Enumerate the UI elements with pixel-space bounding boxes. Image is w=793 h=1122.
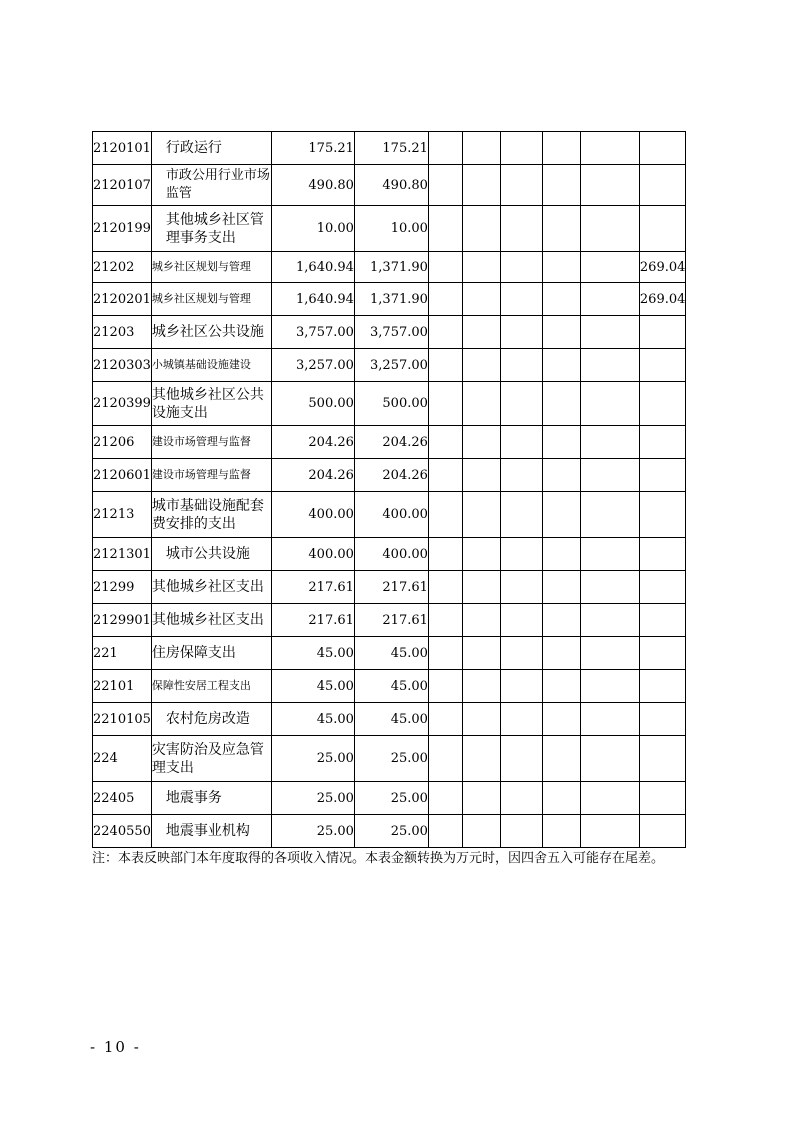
row-col1: 400.00 <box>354 538 428 571</box>
row-col1: 1,371.90 <box>354 283 428 316</box>
row-last <box>639 815 686 848</box>
row-last <box>639 316 686 349</box>
empty-cell <box>542 782 580 815</box>
table-row <box>93 736 686 782</box>
table-row <box>93 426 686 459</box>
table-row <box>93 382 686 426</box>
empty-cell <box>462 316 500 349</box>
empty-cell <box>542 382 580 426</box>
empty-cell <box>462 604 500 637</box>
row-total: 490.80 <box>271 165 354 206</box>
page-number: - 10 - <box>90 1038 141 1056</box>
empty-cell <box>500 571 542 604</box>
row-last <box>639 206 686 252</box>
row-name: 其他城乡社区支出 <box>151 571 271 604</box>
empty-cell <box>580 782 639 815</box>
empty-cell <box>428 316 462 349</box>
empty-cell <box>542 703 580 736</box>
empty-cell <box>500 703 542 736</box>
empty-cell <box>500 604 542 637</box>
row-name: 行政运行 <box>151 132 271 165</box>
empty-cell <box>580 165 639 206</box>
row-last <box>639 736 686 782</box>
row-last: 269.04 <box>639 252 686 283</box>
empty-cell <box>500 316 542 349</box>
row-col1: 25.00 <box>354 782 428 815</box>
empty-cell <box>580 349 639 382</box>
empty-cell <box>428 670 462 703</box>
row-total: 45.00 <box>271 670 354 703</box>
row-name: 保障性安居工程支出 <box>151 670 271 703</box>
table-row <box>93 165 686 206</box>
empty-cell <box>500 736 542 782</box>
row-total: 3,257.00 <box>271 349 354 382</box>
row-code: 21213 <box>93 492 152 538</box>
empty-cell <box>542 538 580 571</box>
row-last <box>639 637 686 670</box>
empty-cell <box>580 206 639 252</box>
row-code: 2120199 <box>93 206 152 252</box>
empty-cell <box>542 316 580 349</box>
row-last: 269.04 <box>639 283 686 316</box>
empty-cell <box>542 165 580 206</box>
row-total: 1,640.94 <box>271 252 354 283</box>
table-row <box>93 132 686 165</box>
empty-cell <box>542 604 580 637</box>
empty-cell <box>500 165 542 206</box>
empty-cell <box>542 426 580 459</box>
row-last <box>639 604 686 637</box>
empty-cell <box>500 459 542 492</box>
row-total: 45.00 <box>271 637 354 670</box>
row-code: 21203 <box>93 316 152 349</box>
row-total: 204.26 <box>271 459 354 492</box>
empty-cell <box>428 132 462 165</box>
row-name: 建设市场管理与监督 <box>151 426 271 459</box>
row-col1: 217.61 <box>354 571 428 604</box>
empty-cell <box>500 637 542 670</box>
empty-cell <box>428 782 462 815</box>
empty-cell <box>428 571 462 604</box>
empty-cell <box>500 492 542 538</box>
row-last <box>639 349 686 382</box>
empty-cell <box>428 426 462 459</box>
row-name: 城乡社区公共设施 <box>151 316 271 349</box>
empty-cell <box>542 492 580 538</box>
empty-cell <box>580 492 639 538</box>
empty-cell <box>500 252 542 283</box>
row-code: 2120303 <box>93 349 152 382</box>
row-col1: 217.61 <box>354 604 428 637</box>
empty-cell <box>428 283 462 316</box>
empty-cell <box>580 538 639 571</box>
row-col1: 45.00 <box>354 670 428 703</box>
table-row <box>93 349 686 382</box>
row-last <box>639 703 686 736</box>
empty-cell <box>542 670 580 703</box>
row-code: 2120101 <box>93 132 152 165</box>
row-total: 204.26 <box>271 426 354 459</box>
row-last <box>639 132 686 165</box>
empty-cell <box>500 349 542 382</box>
table-row <box>93 492 686 538</box>
row-total: 45.00 <box>271 703 354 736</box>
row-total: 400.00 <box>271 492 354 538</box>
empty-cell <box>500 283 542 316</box>
empty-cell <box>500 426 542 459</box>
row-last <box>639 782 686 815</box>
empty-cell <box>428 206 462 252</box>
table-row <box>93 206 686 252</box>
row-code: 2210105 <box>93 703 152 736</box>
row-name: 城市基础设施配套费安排的支出 <box>151 492 271 538</box>
row-name: 地震事务 <box>151 782 271 815</box>
empty-cell <box>428 349 462 382</box>
empty-cell <box>500 782 542 815</box>
empty-cell <box>542 637 580 670</box>
table-row <box>93 316 686 349</box>
row-code: 21206 <box>93 426 152 459</box>
table-row <box>93 283 686 316</box>
row-code: 2120107 <box>93 165 152 206</box>
empty-cell <box>500 132 542 165</box>
empty-cell <box>462 538 500 571</box>
table-footnote: 注：本表反映部门本年度取得的各项收入情况。本表金额转换为万元时，因四舍五入可能存在尾差。 <box>92 851 665 866</box>
empty-cell <box>462 206 500 252</box>
row-total: 25.00 <box>271 736 354 782</box>
empty-cell <box>462 349 500 382</box>
row-col1: 3,757.00 <box>354 316 428 349</box>
empty-cell <box>500 382 542 426</box>
row-col1: 204.26 <box>354 426 428 459</box>
row-col1: 45.00 <box>354 637 428 670</box>
row-col1: 25.00 <box>354 736 428 782</box>
empty-cell <box>428 492 462 538</box>
row-total: 1,640.94 <box>271 283 354 316</box>
empty-cell <box>580 459 639 492</box>
row-name: 城乡社区规划与管理 <box>151 283 271 316</box>
empty-cell <box>462 782 500 815</box>
empty-cell <box>542 815 580 848</box>
empty-cell <box>462 165 500 206</box>
row-col1: 10.00 <box>354 206 428 252</box>
table-row <box>93 459 686 492</box>
row-name: 建设市场管理与监督 <box>151 459 271 492</box>
empty-cell <box>428 165 462 206</box>
empty-cell <box>580 132 639 165</box>
empty-cell <box>462 670 500 703</box>
row-code: 2120201 <box>93 283 152 316</box>
row-name: 其他城乡社区支出 <box>151 604 271 637</box>
row-name: 住房保障支出 <box>151 637 271 670</box>
row-total: 400.00 <box>271 538 354 571</box>
row-total: 25.00 <box>271 815 354 848</box>
row-col1: 400.00 <box>354 492 428 538</box>
row-last <box>639 571 686 604</box>
empty-cell <box>580 637 639 670</box>
empty-cell <box>462 459 500 492</box>
row-last <box>639 382 686 426</box>
empty-cell <box>428 815 462 848</box>
empty-cell <box>462 283 500 316</box>
empty-cell <box>462 426 500 459</box>
row-name: 农村危房改造 <box>151 703 271 736</box>
row-code: 221 <box>93 637 152 670</box>
row-total: 500.00 <box>271 382 354 426</box>
row-code: 22405 <box>93 782 152 815</box>
table-row <box>93 815 686 848</box>
empty-cell <box>462 736 500 782</box>
empty-cell <box>542 459 580 492</box>
row-last <box>639 165 686 206</box>
empty-cell <box>580 426 639 459</box>
empty-cell <box>580 670 639 703</box>
empty-cell <box>428 459 462 492</box>
empty-cell <box>542 571 580 604</box>
empty-cell <box>428 637 462 670</box>
table-row <box>93 703 686 736</box>
empty-cell <box>428 736 462 782</box>
empty-cell <box>428 604 462 637</box>
empty-cell <box>428 252 462 283</box>
row-name: 地震事业机构 <box>151 815 271 848</box>
row-total: 217.61 <box>271 604 354 637</box>
empty-cell <box>580 703 639 736</box>
row-total: 217.61 <box>271 571 354 604</box>
row-code: 2121301 <box>93 538 152 571</box>
empty-cell <box>462 492 500 538</box>
row-last <box>639 538 686 571</box>
row-col1: 204.26 <box>354 459 428 492</box>
row-total: 3,757.00 <box>271 316 354 349</box>
empty-cell <box>542 132 580 165</box>
row-name: 城乡社区规划与管理 <box>151 252 271 283</box>
row-code: 2129901 <box>93 604 152 637</box>
row-last <box>639 459 686 492</box>
row-code: 21202 <box>93 252 152 283</box>
row-last <box>639 426 686 459</box>
row-col1: 3,257.00 <box>354 349 428 382</box>
budget-table <box>92 131 686 848</box>
row-col1: 175.21 <box>354 132 428 165</box>
empty-cell <box>428 703 462 736</box>
row-name: 城市公共设施 <box>151 538 271 571</box>
row-name: 小城镇基础设施建设 <box>151 349 271 382</box>
empty-cell <box>580 815 639 848</box>
empty-cell <box>428 382 462 426</box>
empty-cell <box>500 206 542 252</box>
empty-cell <box>462 252 500 283</box>
table-row <box>93 571 686 604</box>
row-last <box>639 670 686 703</box>
empty-cell <box>580 316 639 349</box>
empty-cell <box>542 206 580 252</box>
empty-cell <box>542 283 580 316</box>
empty-cell <box>580 571 639 604</box>
row-total: 25.00 <box>271 782 354 815</box>
row-col1: 45.00 <box>354 703 428 736</box>
empty-cell <box>462 132 500 165</box>
row-code: 22101 <box>93 670 152 703</box>
empty-cell <box>542 349 580 382</box>
row-col1: 1,371.90 <box>354 252 428 283</box>
empty-cell <box>542 736 580 782</box>
empty-cell <box>500 815 542 848</box>
row-name: 其他城乡社区公共设施支出 <box>151 382 271 426</box>
empty-cell <box>462 382 500 426</box>
row-code: 2240550 <box>93 815 152 848</box>
row-code: 2120601 <box>93 459 152 492</box>
row-last <box>639 492 686 538</box>
empty-cell <box>580 252 639 283</box>
row-col1: 490.80 <box>354 165 428 206</box>
row-col1: 500.00 <box>354 382 428 426</box>
empty-cell <box>462 571 500 604</box>
row-name: 其他城乡社区管理事务支出 <box>151 206 271 252</box>
table-row <box>93 538 686 571</box>
empty-cell <box>462 637 500 670</box>
table-row <box>93 782 686 815</box>
row-code: 2120399 <box>93 382 152 426</box>
table-row <box>93 637 686 670</box>
row-col1: 25.00 <box>354 815 428 848</box>
empty-cell <box>580 382 639 426</box>
empty-cell <box>500 670 542 703</box>
row-code: 224 <box>93 736 152 782</box>
empty-cell <box>462 815 500 848</box>
row-code: 21299 <box>93 571 152 604</box>
empty-cell <box>462 703 500 736</box>
empty-cell <box>580 283 639 316</box>
table-row <box>93 670 686 703</box>
empty-cell <box>580 604 639 637</box>
row-total: 10.00 <box>271 206 354 252</box>
row-name: 市政公用行业市场监管 <box>151 165 271 206</box>
empty-cell <box>428 538 462 571</box>
empty-cell <box>500 538 542 571</box>
row-total: 175.21 <box>271 132 354 165</box>
empty-cell <box>542 252 580 283</box>
table-row <box>93 252 686 283</box>
empty-cell <box>580 736 639 782</box>
table-row <box>93 604 686 637</box>
row-name: 灾害防治及应急管理支出 <box>151 736 271 782</box>
